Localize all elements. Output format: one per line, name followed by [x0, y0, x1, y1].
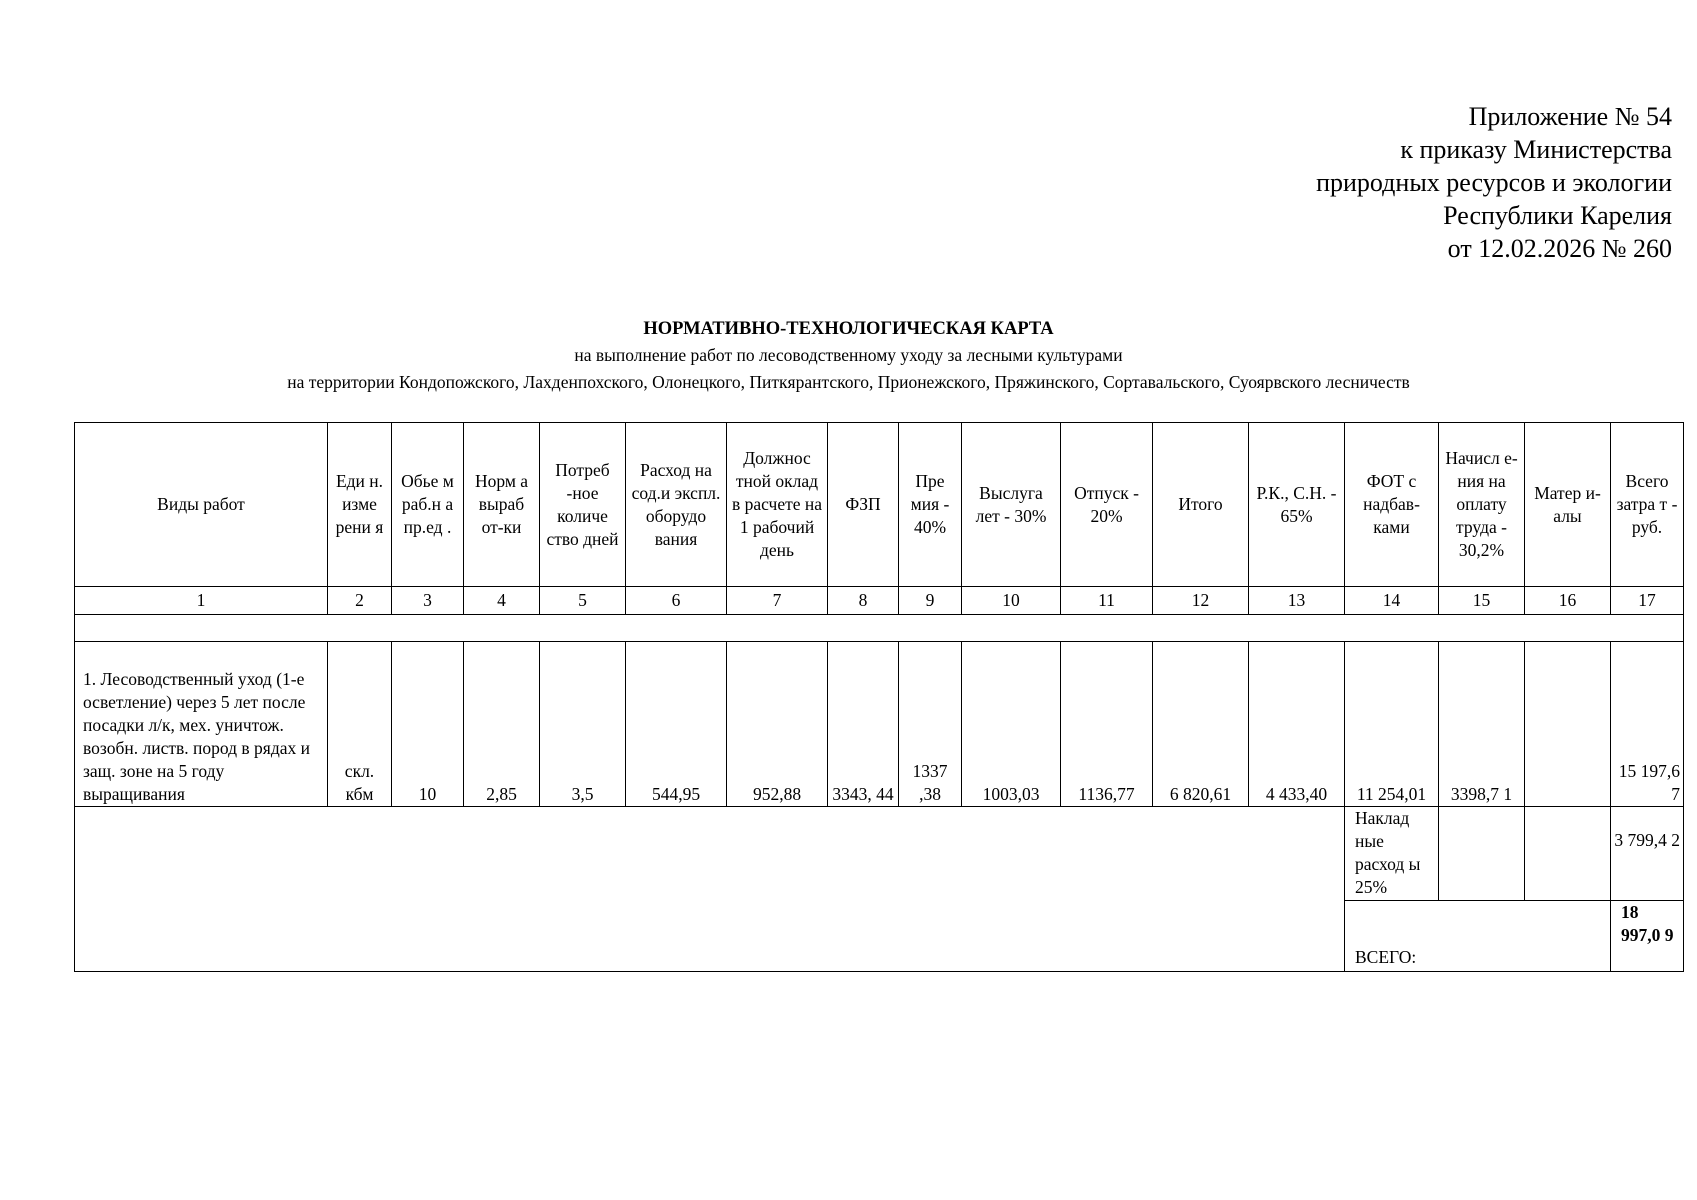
header-cell: Всего затра т - руб. [1611, 423, 1684, 587]
column-number: 1 [75, 587, 328, 615]
document-subtitle-territory: на территории Кондопожского, Лахденпохского, Олонецкого, Питкярантского, Прионежского, Пряжинского, Сортавальского, Суоярвского лесничеств [287, 372, 1410, 392]
column-number: 16 [1525, 587, 1611, 615]
unit-cell: скл. кбм [328, 642, 392, 807]
spacer-cell [75, 615, 1684, 642]
column-number: 7 [727, 587, 828, 615]
overhead-empty-cell [1439, 807, 1525, 901]
rk-sn-cell: 4 433,40 [1249, 642, 1345, 807]
column-number: 10 [962, 587, 1061, 615]
header-cell: Еди н. изме рени я [328, 423, 392, 587]
column-number: 5 [540, 587, 626, 615]
header-cell: ФОТ с надбав- ками [1345, 423, 1439, 587]
header-cell: Матер и-алы [1525, 423, 1611, 587]
column-number: 2 [328, 587, 392, 615]
blank-area-cell [75, 807, 1345, 972]
seniority-cell: 1003,03 [962, 642, 1061, 807]
header-cell: Р.К., С.Н. - 65% [1249, 423, 1345, 587]
column-number: 15 [1439, 587, 1525, 615]
appendix-line: Приложение № 54 [1468, 102, 1672, 131]
column-number-row [75, 587, 1684, 615]
header-cell: Виды работ [75, 423, 328, 587]
appendix-line: Республики Карелия [1443, 201, 1672, 230]
volume-cell: 10 [392, 642, 464, 807]
column-number: 3 [392, 587, 464, 615]
norm-tech-table [74, 422, 1684, 972]
header-cell: ФЗП [828, 423, 899, 587]
grand-total-label: ВСЕГО: [1345, 901, 1611, 972]
document-title-block [0, 316, 1697, 396]
work-type-cell: 1. Лесоводственный уход (1-е осветление) через 5 лет после посадки л/к, мех. уничтож. возобн. листв. пород в рядах и защ. зоне на 5 году выращивания [75, 642, 328, 807]
header-cell: Должнос тной оклад в расчете на 1 рабочий день [727, 423, 828, 587]
column-number: 6 [626, 587, 727, 615]
column-number: 17 [1611, 587, 1684, 615]
header-row [75, 423, 1684, 587]
vacation-cell: 1136,77 [1061, 642, 1153, 807]
overhead-empty-cell [1525, 807, 1611, 901]
days-cell: 3,5 [540, 642, 626, 807]
column-number: 11 [1061, 587, 1153, 615]
spacer-row [75, 615, 1684, 642]
accruals-cell: 3398,7 1 [1439, 642, 1525, 807]
equipment-cell: 544,95 [626, 642, 727, 807]
column-number: 8 [828, 587, 899, 615]
appendix-line: природных ресурсов и экологии [1316, 168, 1672, 197]
norm-cell: 2,85 [464, 642, 540, 807]
header-cell: Норм а выраб от-ки [464, 423, 540, 587]
column-number: 4 [464, 587, 540, 615]
header-cell: Отпуск - 20% [1061, 423, 1153, 587]
header-cell: Обье м раб.н а пр.ед . [392, 423, 464, 587]
column-number: 13 [1249, 587, 1345, 615]
bonus-cell: 1337 ,38 [899, 642, 962, 807]
header-cell: Начисл е-ния на оплату труда - 30,2% [1439, 423, 1525, 587]
appendix-block [1316, 100, 1672, 265]
overhead-row [75, 807, 1684, 901]
salary-cell: 952,88 [727, 642, 828, 807]
materials-cell [1525, 642, 1611, 807]
header-cell: Пре мия - 40% [899, 423, 962, 587]
overhead-label: Наклад ные расход ы 25% [1345, 807, 1439, 901]
appendix-line: от 12.02.2026 № 260 [1447, 234, 1672, 263]
overhead-value: 3 799,4 2 [1611, 807, 1684, 901]
column-number: 12 [1153, 587, 1249, 615]
header-cell: Выслуга лет - 30% [962, 423, 1061, 587]
column-number: 9 [899, 587, 962, 615]
header-cell: Расход на сод.и экспл. оборудо вания [626, 423, 727, 587]
document-subtitle: на выполнение работ по лесоводственному уходу за лесными культурами [574, 345, 1123, 365]
column-number: 14 [1345, 587, 1439, 615]
fzp-cell: 3343, 44 [828, 642, 899, 807]
total-cost-cell: 15 197,6 7 [1611, 642, 1684, 807]
appendix-line: к приказу Министерства [1400, 135, 1672, 164]
table-row [75, 642, 1684, 807]
document-title: НОРМАТИВНО-ТЕХНОЛОГИЧЕСКАЯ КАРТА [643, 319, 1054, 339]
subtotal-cell: 6 820,61 [1153, 642, 1249, 807]
grand-total-value: 18 997,0 9 [1611, 901, 1684, 972]
header-cell: Потреб -ное количе ство дней [540, 423, 626, 587]
fot-cell: 11 254,01 [1345, 642, 1439, 807]
header-cell: Итого [1153, 423, 1249, 587]
